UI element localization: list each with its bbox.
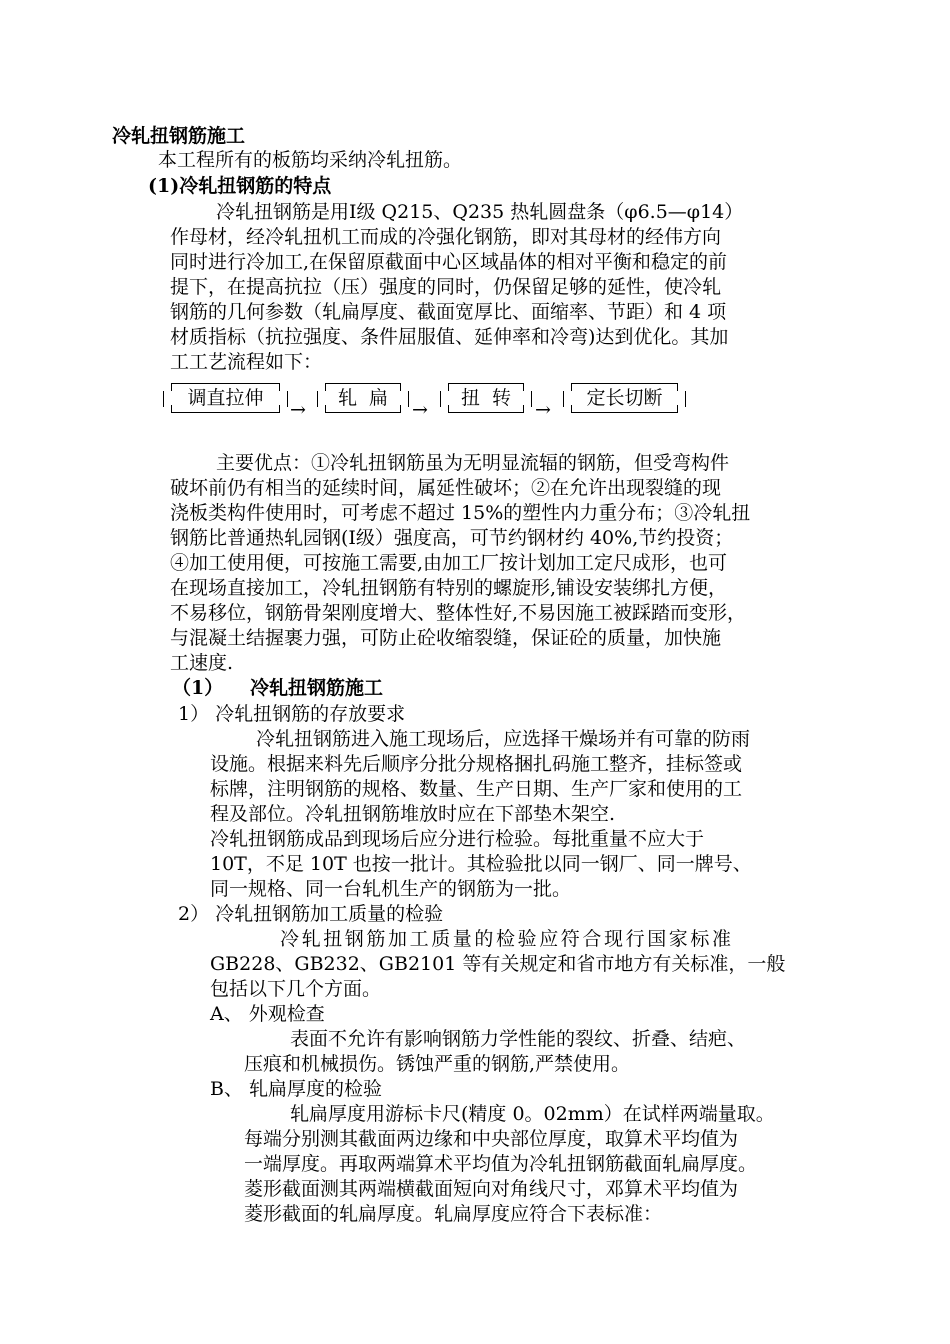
advantages-line: 工速度. [170,652,234,674]
flow-step-label: 调直拉伸 [187,387,264,409]
intro-text: 本工程所有的板筋均采纳冷轧扭筋。 [158,149,463,171]
flow-step-label: 定长切断 [586,387,663,409]
section1-heading: (1)冷轧扭钢筋的特点 [148,175,332,197]
advantages-line: 在现场直接加工，冷轧扭钢筋有特别的螺旋形,铺设安装绑扎方便， [170,577,728,599]
advantages-line: 钢筋比普通热轧园钢(Ⅰ级）强度高，可节约钢材约 40%,节约投资； [170,527,734,549]
flow-step-cut-to-length [563,383,686,413]
document-title: 冷轧扭钢筋施工 [112,125,246,147]
advantages-line: 主要优点：①冷轧扭钢筋虽为无明显流辐的钢筋，但受弯构件 [216,452,730,474]
section1-line: 同时进行冷加工,在保留原截面中心区域晶体的相对平衡和稳定的前 [170,251,728,273]
section1-line: 工工艺流程如下： [170,351,323,373]
itemA-line: 表面不允许有影响钢筋力学性能的裂纹、折叠、结疤、 [290,1028,747,1050]
itemB-line: 轧扁厚度用游标卡尺(精度 0。02mm）在试样两端量取。 [290,1103,775,1125]
section2-heading: 冷轧扭钢筋施工 [250,677,384,699]
flow-arrow-icon: → [412,399,428,421]
itemB-line: 菱形截面测其两端横截面短向对角线尺寸，邓算术平均值为 [244,1178,739,1200]
sub2-line: 冷轧扭钢筋加工质量的检验应符合现行国家标准 [280,928,734,950]
sub1-line: 同一规格、同一台轧机生产的钢筋为一批。 [210,878,572,900]
flow-arrow-icon: → [290,399,306,421]
advantages-line: ④加工使用便，可按施工需要,由加工厂按计划加工定尺成形，也可 [170,552,728,574]
itemB-line: 一端厚度。再取两端算术平均值为冷轧扭钢筋截面轧扁厚度。 [244,1153,758,1175]
section1-line: 材质指标（抗拉强度、条件屈服值、延伸率和冷弯)达到优化。其加 [170,326,729,348]
sub1-line: 程及部位。冷轧扭钢筋堆放时应在下部垫木架空. [210,803,616,825]
flow-step-twist [440,383,532,413]
sub1-heading: 1） 冷轧扭钢筋的存放要求 [178,703,406,725]
advantages-line: 不易移位，钢筋骨架刚度增大、整体性好,不易因施工被踩踏而变形， [170,602,747,624]
sub2-line: GB228、GB232、GB2101 等有关规定和省市地方有关标准，一般 [210,953,786,975]
sub2-heading: 2） 冷轧扭钢筋加工质量的检验 [178,903,444,925]
section1-line: 提下，在提高抗拉（压）强度的同时，仍保留足够的延性，使冷轧 [170,276,722,298]
section2-number: （1） [172,677,224,699]
advantages-line: 破坏前仍有相当的延续时间，属延性破坏；②在允许出现裂缝的现 [170,477,722,499]
section1-line: 钢筋的几何参数（轧扁厚度、截面宽厚比、面缩率、节距）和 4 项 [170,301,727,323]
itemB-line: 菱形截面的轧扁厚度。轧扁厚度应符合下表标准： [244,1203,663,1225]
sub1-line: 标牌，注明钢筋的规格、数量、生产日期、生产厂家和使用的工 [210,778,743,800]
flow-step-label: 轧 扁 [337,387,389,409]
flow-arrow-icon: → [535,399,551,421]
flow-step-straighten [163,383,288,413]
sub1-line: 设施。根据来料先后顺序分批分规格捆扎码施工整齐，挂标签或 [210,753,743,775]
sub1-line: 冷轧扭钢筋进入施工现场后，应选择干燥场并有可靠的防雨 [256,728,751,750]
advantages-line: 浇板类构件使用时，可考虑不超过 15%的塑性内力重分布；③冷轧扭 [170,502,751,524]
sub1-line: 冷轧扭钢筋成品到现场后应分进行检验。每批重量不应大于 [210,828,705,850]
section1-line: 冷轧扭钢筋是用Ⅰ级 Q215、Q235 热轧圆盘条（φ6.5—φ14） [216,201,744,223]
itemB-heading: B、 轧扁厚度的检验 [210,1078,383,1100]
itemA-line: 压痕和机械损伤。锈蚀严重的钢筋,严禁使用。 [244,1053,631,1075]
sub2-line: 包括以下几个方面。 [210,978,382,1000]
sub1-line: 10T，不足 10T 也按一批计。其检验批以同一钢厂、同一牌号、 [210,853,752,875]
flow-step-flatten [317,383,409,413]
itemB-line: 每端分别测其截面两边缘和中央部位厚度，取算术平均值为 [244,1128,739,1150]
section1-line: 作母材，经冷轧扭机工而成的冷强化钢筋，即对其母材的经伟方向 [170,226,722,248]
itemA-heading: A、 外观检查 [210,1003,325,1025]
flow-step-label: 扭 转 [460,387,512,409]
advantages-line: 与混凝土结握裹力强，可防止砼收缩裂缝，保证砼的质量，加快施 [170,627,722,649]
